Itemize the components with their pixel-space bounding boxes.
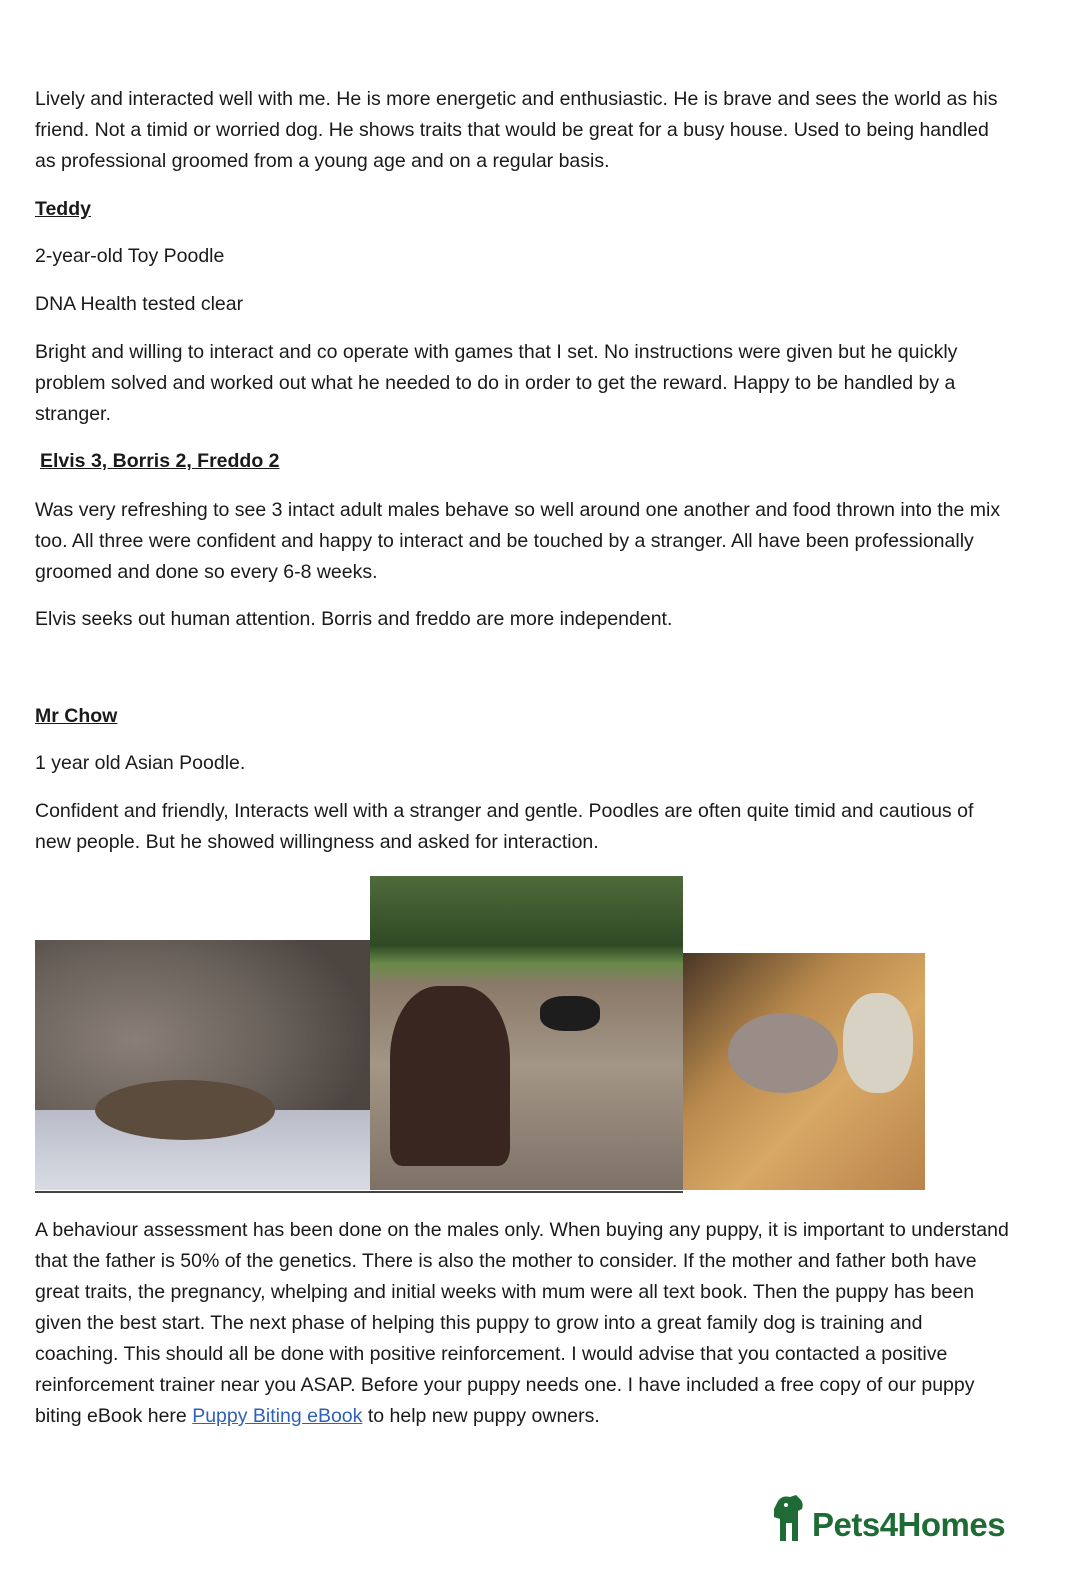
mr-chow-age: 1 year old Asian Poodle. — [35, 752, 246, 774]
closing-text: A behaviour assessment has been done on the males only. When buying any puppy, it is important to understand that the father is 50% of the genetics. There is also the mother to consider. If the mother and father both have great traits, the pregnancy, whelping and initial weeks with mum were all text book. Then the puppy has been given the best start. The next phase of helping this puppy to grow into a great family dog is training and coaching. This should all be done with positive reinforcement. I would advise that you contacted a positive reinforcement trainer near you ASAP. Before your puppy needs one. I have included a free copy of our puppy biting eBook here — [35, 1219, 1009, 1427]
closing-paragraph — [35, 1215, 1010, 1432]
pets4homes-logo — [770, 1495, 1005, 1541]
photo-pony-and-dogs-on-deck — [370, 876, 683, 1190]
photo-pig-and-pomeranian — [683, 953, 925, 1190]
trio-note: Elvis seeks out human attention. Borris and freddo are more independent. — [35, 608, 673, 630]
teddy-age: 2-year-old Toy Poodle — [35, 245, 225, 267]
intro-paragraph: Lively and interacted well with me. He is more energetic and enthusiastic. He is brave and sees the world as his friend. Not a timid or worried dog. He shows traits that would be great for a busy house. Used to being handled as professional groomed from a young age and on a regular basis. — [35, 88, 998, 172]
photo-pig-and-puppy — [35, 940, 370, 1190]
teddy-description: Bright and willing to interact and co operate with games that I set. No instructions were given but he quickly problem solved and worked out what he needed to do in order to get the reward. Happy to be handled by a stranger. — [35, 341, 958, 425]
mr-chow-heading: Mr Chow — [35, 705, 118, 727]
dog-logo-icon — [770, 1495, 808, 1541]
teddy-dna: DNA Health tested clear — [35, 293, 244, 315]
mr-chow-description: Confident and friendly, Interacts well with a stranger and gentle. Poodles are often quite timid and cautious of new people. But he showed willingness and asked for interaction. — [35, 800, 974, 853]
teddy-heading: Teddy — [35, 198, 91, 220]
trio-heading: Elvis 3, Borris 2, Freddo 2 — [40, 450, 280, 472]
closing-text-end: to help new puppy owners. — [362, 1405, 600, 1427]
puppy-biting-ebook-link[interactable]: Puppy Biting eBook — [192, 1405, 363, 1427]
logo-text: Pets4Homes — [812, 1506, 1006, 1543]
divider-line — [35, 1191, 683, 1193]
trio-description: Was very refreshing to see 3 intact adult males behave so well around one another and food thrown into the mix too. All three were confident and happy to interact and be touched by a stranger. All have been professionally groomed and done so every 6-8 weeks. — [35, 499, 1001, 583]
